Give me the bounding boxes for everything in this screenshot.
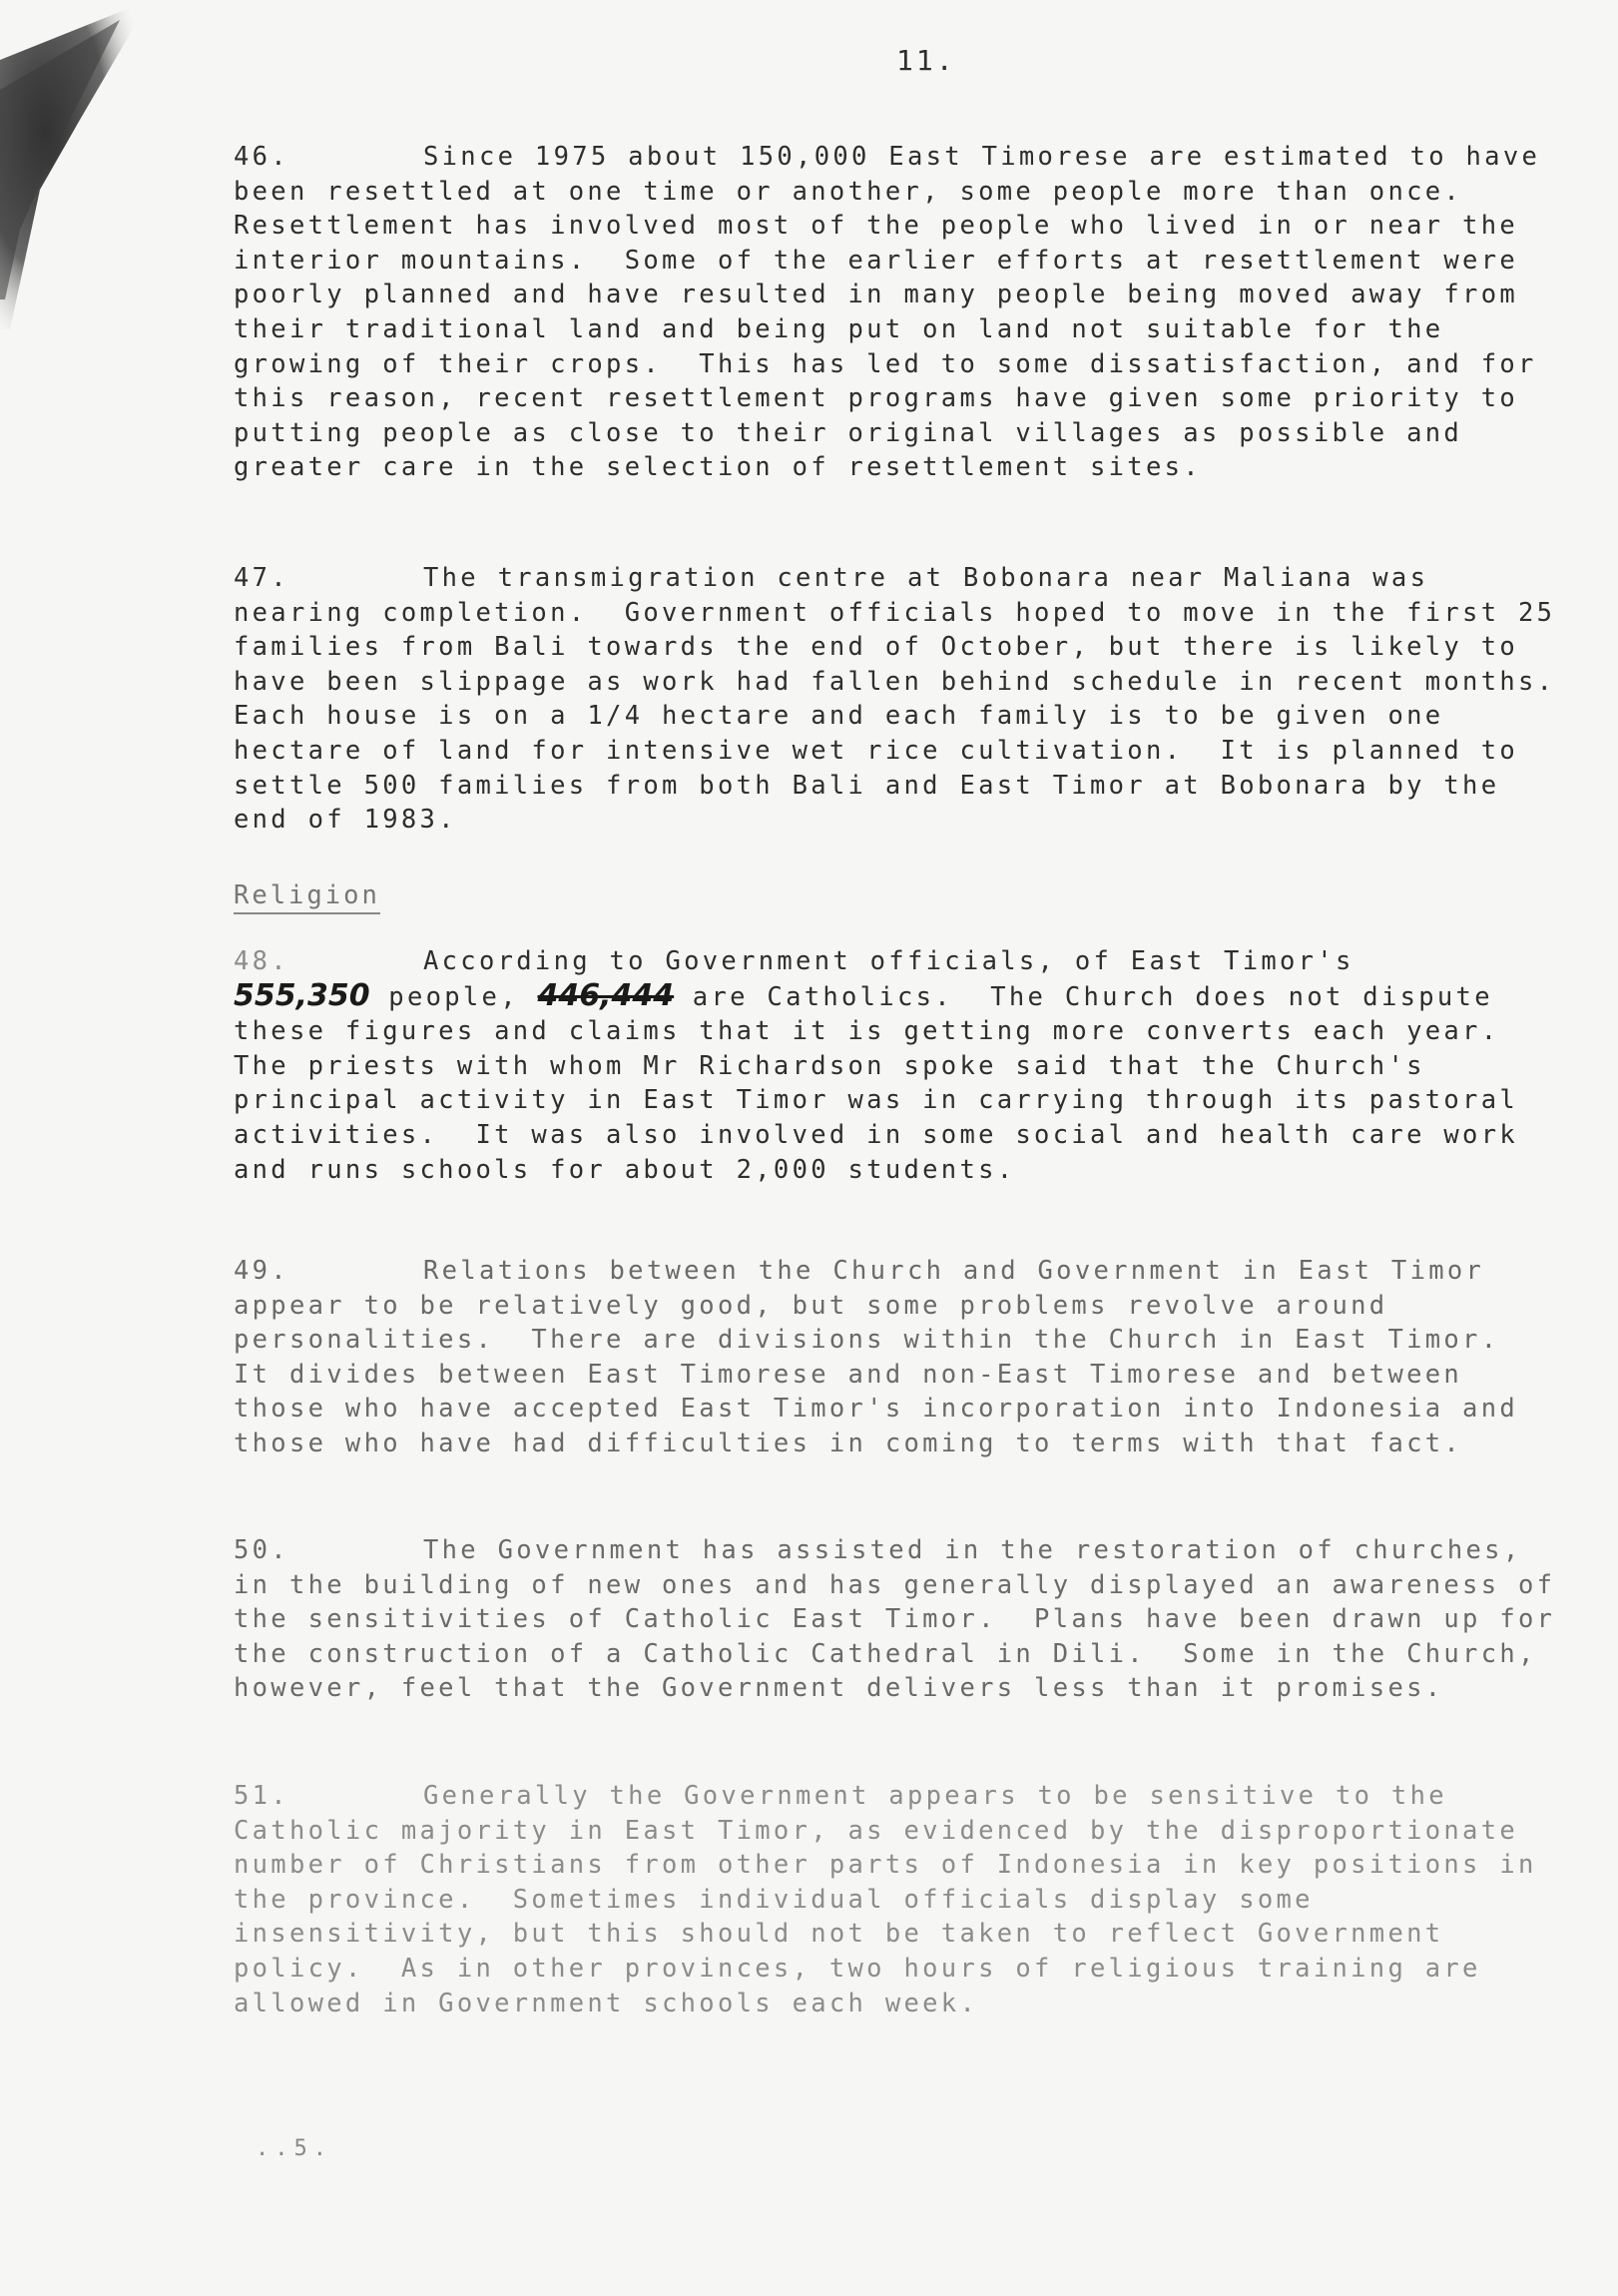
paragraph-51 [234,1779,1566,2020]
paragraph-number: 48. [234,946,289,976]
paragraph-text: Generally the Government appears to be sensitive to the Catholic majority in East Timor, as evidenced by the disproportionate number of Christians from other parts of Indonesia in key positions in the province. Sometimes individual officials display some insensitivity, but this should not be taken to reflect Government policy. As in other provinces, two hours of religious training are allowed in Government schools each week. [234,1781,1556,2018]
paragraph-50 [234,1533,1574,1706]
binder-edge-smudge [0,0,170,329]
paragraph-text: The transmigration centre at Bobonara near Maliana was nearing completion. Government officials hoped to move in the first 25 families from Bali towards the end of October, but there is likely to have been slippage as work had fallen behind schedule in recent months. Each house is on a 1/4 hectare and each family is to be given one hectare of land for intensive wet rice cultivation. It is planned to settle 500 families from both Bali and East Timor at Bobonara by the end of 1983. [234,563,1593,836]
paragraph-number: 49. [234,1256,289,1286]
paragraph-text: Relations between the Church and Government in East Timor appear to be relatively good, but some problems revolve around personalities. There are divisions within the Church in East Timor. It divides between East Timorese and non-East Timorese and between those who have accepted East Timor's incorporation into Indonesia and those who have had difficulties in coming to terms with that fact. [234,1256,1537,1458]
paragraph-number: 51. [234,1781,289,1811]
paragraph-number: 46. [234,142,289,172]
paragraph-text: The Government has assisted in the restoration of churches, in the building of new ones and has generally displayed an awareness of the sensitivities of Catholic East Timor. Plans have been drawn up for the construction of a Catholic Cathedral in Dili. Some in the Church, however, feel that the Government delivers less than it promises. [234,1535,1574,1704]
paragraph-number: 47. [234,563,289,593]
section-heading: Religion [234,880,380,914]
handwritten-population-total: 555,350 [234,977,370,1013]
paragraph-text-b: people, [369,981,538,1012]
paragraph-text-a: According to Government officials, of East Timor's [423,946,1354,976]
paragraph-49 [234,1254,1566,1461]
paragraph-text: Since 1975 about 150,000 East Timorese are estimated to have been resettled at one time or another, some people more than once. Resettlement has involved most of the people who lived in or near the interior mountains. Some of the earlier efforts at resettlement were poorly planned and have resulted in many people being moved away from their traditional land and being put on land not suitable for the growing of their crops. This has led to some dissatisfaction, and for this reason, recent resettlement programs have given some priority to putting people as close to their original villages as possible and greater care in the selection of resettlement sites. [234,142,1559,483]
handwritten-catholic-count: 446,444 [537,977,675,1013]
paragraph-number: 50. [234,1535,289,1565]
paragraph-48 [234,944,1566,1187]
footer-page-mark: ..5. [256,2136,332,2161]
paragraph-47 [234,561,1593,838]
paragraph-text-c: are Catholics. The Church does not dispute these figures and claims that it is getting more converts each year. The priests with whom Mr Richardson spoke said that the Church's principal activity in East Timor was in carrying through its pastoral activities. It was also involved in some social and health care work and runs schools for about 2,000 students. [234,981,1537,1185]
paragraph-46 [234,140,1566,485]
page-number: 11. [896,44,956,77]
